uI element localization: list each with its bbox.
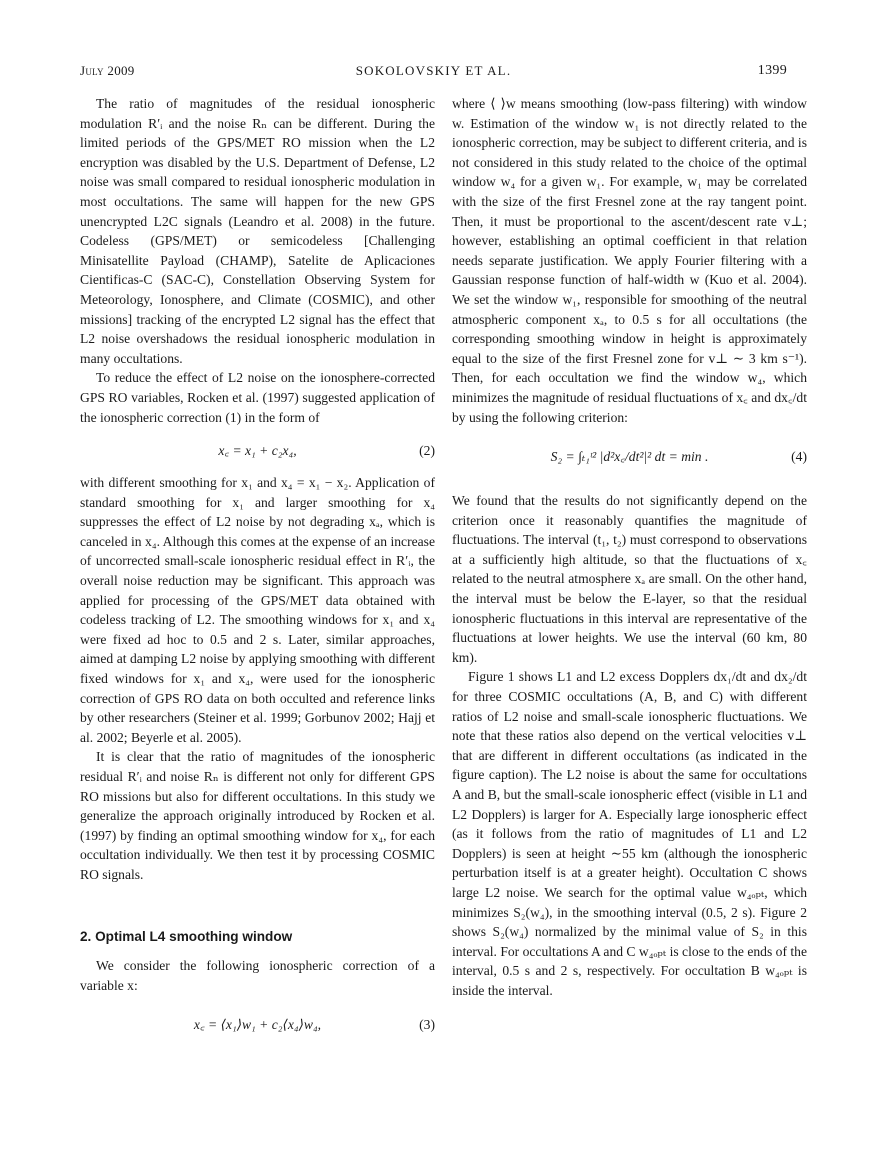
header-authors: SOKOLOVSKIY ET AL. <box>355 63 512 78</box>
equation-number: (4) <box>791 449 807 465</box>
equation-body: x꜀ = x₁ + c₂x₄, <box>218 443 297 459</box>
equation-body: S₂ = ∫ₜ₁ᵗ² |d²x꜀/dt²|² dt = min . <box>550 449 709 465</box>
paragraph: We found that the results do not significantly depend on the criterion once it reasonably quantifies the magnitude of fluctuations. The interval (t₁, t₂) must correspond to observations at a sufficiently high altitude, so that the fluctuations of x꜀ related to the neutral atmosphere xₐ are small. On the other hand, the interval must be below the E-layer, so that the residual ionospheric fluctuations in this interval are representative of the fluctuations at lower heights. We use the interval (60 km, 80 km). <box>452 493 807 665</box>
equation-4 <box>452 437 807 481</box>
page-number: 1399 <box>757 63 787 78</box>
left-column <box>80 94 435 1047</box>
equation-2 <box>80 441 435 461</box>
paragraph: with different smoothing for x₁ and x₄ = x₁ − x₂. Application of standard smoothing for x₁ and larger smoothing for x₄ suppresses the effect of L2 noise by not degrading xₐ, which is canceled in x₄. Although this comes at the expense of an increase of uncorrected small-scale ionospheric residual effect in R′ᵢ, the overall noise reduction may be significant. This approach was applied for processing of the GPS/MET data obtained with codeless tracking of L2. The smoothing windows for x₁ and x₄ were fixed ad hoc to 0.5 and 2 s. Later, similar approaches, aimed at damping L2 noise by applying smoothing with different fixed windows for x₁ and x₄, were used for the ionospheric correction of GPS RO data on both occulted and reference links by other researchers (Steiner et al. 1999; Gorbunov 2002; Hajj et al. 2002; Beyerle et al. 2005). <box>80 475 435 745</box>
paragraph: Figure 1 shows L1 and L2 excess Dopplers dx₁/dt and dx₂/dt for three COSMIC occultations (A, B, and C) with different ratios of L2 noise and small-scale ionospheric fluctuations. We note that these ratios also depend on the vertical velocities v⊥ that are different in different occultations (as indicated in the figure caption). The L2 noise is about the same for occultations A and B, but the small-scale ionospheric effect (visible in L1 and L2 Dopplers) is larger for A. Especially large ionospheric effect (as it follows from the ratio of magnitudes of L1 and L2 Dopplers) is seen at height ∼55 km (although the ionospheric perturbation itself is at a greater height). Occultation C shows large L2 noise. We search for the optimal value w₄ₒₚₜ, which minimizes S₂(w₄), in the smoothing interval (0.5, 2 s). Figure 2 shows S₂(w₄) normalized by the minimal value of S₂ in this interval. For occultations A and C w₄ₒₚₜ is close to the ends of the interval, 0.5 s and 2 s, respectively. For occultation B w₄ₒₚₜ is inside the interval. <box>452 669 807 998</box>
equation-body: x꜀ = ⟨x₁⟩w₁ + c₂⟨x₄⟩w₄, <box>193 1017 322 1033</box>
equation-number: (3) <box>419 1017 435 1033</box>
equation-3 <box>80 1015 435 1035</box>
paragraph: It is clear that the ratio of magnitudes of the ionospheric residual R′ᵢ and noise Rₙ is different not only for different GPS RO missions but also for different occultations. In this study we generalize the approach originally introduced by Rocken et al. (1997) by finding an optimal smoothing window for x₄, for each occultation individually. We then test it by processing COSMIC RO signals. <box>80 749 435 882</box>
section-heading: 2. Optimal L4 smoothing window <box>80 928 293 944</box>
paragraph: We consider the following ionospheric correction of a variable x: <box>80 958 435 993</box>
paragraph: The ratio of magnitudes of the residual ionospheric modulation R′ᵢ and the noise Rₙ can be different. During the limited periods of the GPS/MET RO mission when the L2 encryption was disabled by the U.S. Department of Defense, L2 noise was small compared to residual ionospheric modulation in most occultations. The same will happen for the new GPS unencrypted L2C signals (Leandro et al. 2008) in the future. Codeless (GPS/MET) or semicodeless [Challenging Minisatellite Payload (CHAMP), Satelite de Aplicaciones Cientificas-C (SAC-C), Constellation Observing System for Meteorology, Ionosphere, and Climate (COSMIC), and other missions] tracking of the encrypted L2 signal has the effect that L2 noise overshadows the residual ionospheric modulation in many occultations. <box>80 96 435 366</box>
right-column <box>452 94 807 1001</box>
paragraph: To reduce the effect of L2 noise on the ionosphere-corrected GPS RO variables, Rocken et al. (1997) suggested application of the ionospheric correction (1) in the form of <box>80 370 435 425</box>
paragraph: where ⟨ ⟩w means smoothing (low-pass filtering) with window w. Estimation of the window w₁ is not directly related to the ionospheric correction, may be subject to different criteria, and is not considered in this study related to the choice of the optimal window w₄ for a given w₁. For example, w₁ may be correlated with the size of the first Fresnel zone at the ray tangent point. Then, it must be proportional to the ascent/descent rate v⊥; however, establishing an optimal coefficient in that relation needs separate justification. We apply Fourier filtering with a Gaussian response function of half-width w (Kuo et al. 2004). We set the window w₁, responsible for smoothing of the neutral atmospheric component xₐ, to 0.5 s for all occultations (the corresponding smoothing window in height is approximately equal to the size of the first Fresnel zone for v⊥ ∼ 3 km s⁻¹). Then, for each occultation we find the window w₄, which minimizes the magnitude of residual fluctuations of x꜀ and dx꜀/dt by using the following criterion: <box>452 96 807 425</box>
header-date: July 2009 <box>80 63 135 78</box>
equation-number: (2) <box>419 443 435 459</box>
